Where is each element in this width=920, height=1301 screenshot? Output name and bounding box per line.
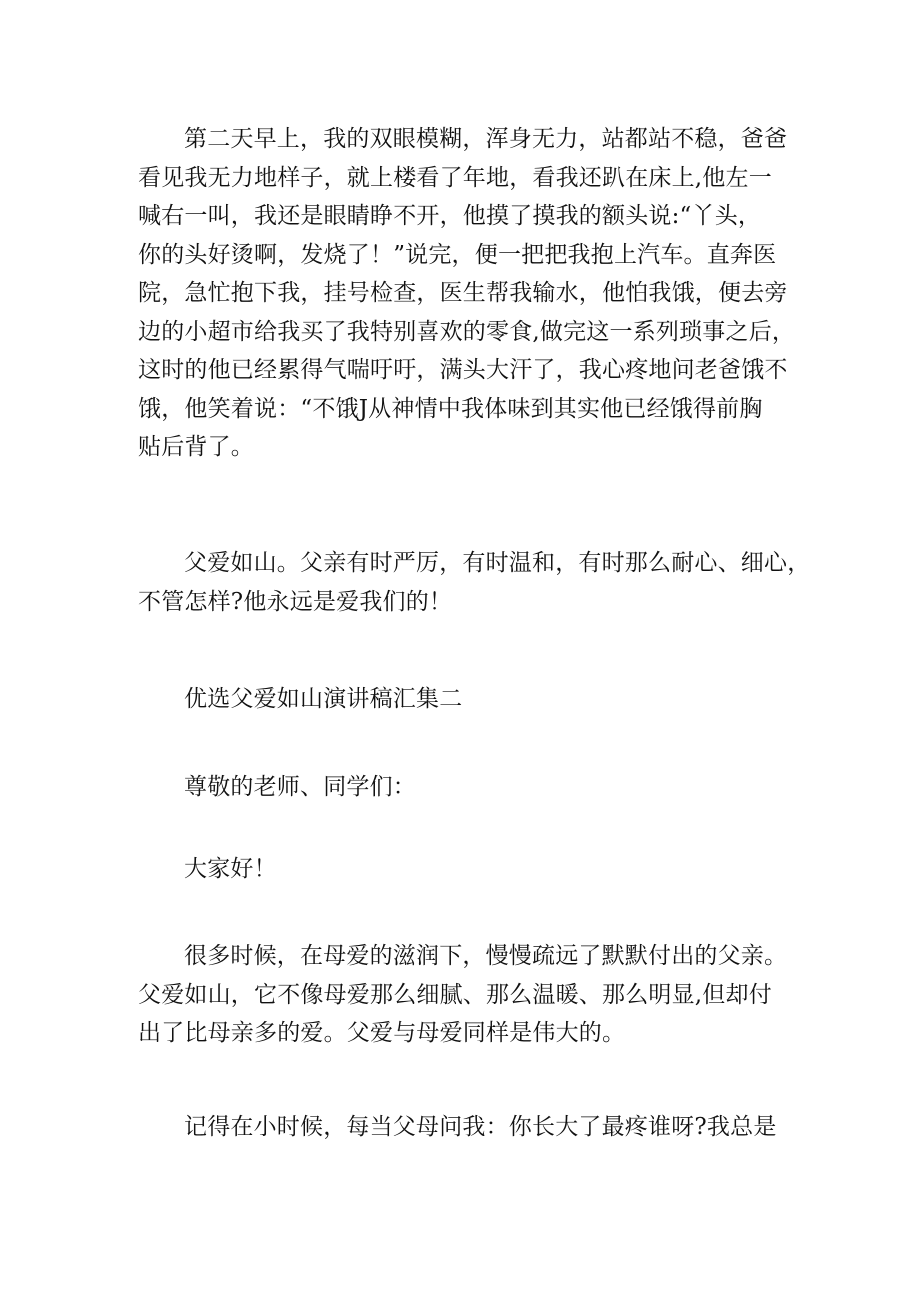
paragraph-mother-father-love — [138, 937, 798, 1053]
greeting-text: 大家好！ — [184, 856, 277, 882]
text-line: 出了比母亲多的爱。父爱与母爱同样是伟大的。 — [138, 1020, 626, 1046]
text-line: 喊右一叫，我还是眼睛睁不开，他摸了摸我的额头说:“丫头， — [138, 203, 762, 229]
text-line: 记得在小时候，每当父母问我：你长大了最疼谁呀?我总是 — [184, 1114, 777, 1140]
text-line: 边的小超市给我买了我特别喜欢的零食,做完这一系列琐事之后， — [138, 318, 796, 345]
text-line: 看见我无力地样子，就上楼看了年地，看我还趴在床上,他左一 — [138, 164, 772, 191]
text-line: 不管怎样?他永远是爱我们的！ — [138, 588, 453, 615]
text-line: 饿，他笑着说：“不饿J从神情中我体味到其实他已经饿得前胸 — [138, 395, 763, 422]
section-heading — [138, 680, 798, 719]
salutation-text: 尊敬的老师、同学们： — [184, 774, 416, 800]
greeting — [138, 850, 798, 889]
text-line: 父爱如山，它不像母爱那么细腻、那么温暖、那么明显,但却付 — [138, 981, 772, 1008]
paragraph-father-love-summary — [138, 544, 811, 621]
salutation — [138, 768, 798, 807]
text-line: 第二天早上，我的双眼模糊，浑身无力，站都站不稳，爸爸 — [184, 126, 788, 152]
paragraph-childhood-memory — [138, 1108, 798, 1147]
heading-text: 优选父爱如山演讲稿汇集二 — [184, 686, 463, 712]
paragraph-morning-illness — [138, 120, 798, 467]
text-line: 很多时候，在母爱的滋润下，慢慢疏远了默默付出的父亲。 — [184, 943, 788, 969]
text-line: 父爱如山。父亲有时严厉，有时温和，有时那么耐心、细心， — [184, 550, 811, 576]
text-line: 院，急忙抱下我，挂号检查，医生帮我输水，他怕我饿，便去旁 — [138, 280, 788, 306]
text-line: 你的头好烫啊，发烧了！”说完，便一把把我抱上汽车。直奔医 — [138, 241, 777, 268]
text-line: 贴后背了。 — [138, 434, 254, 460]
text-line: 这时的他已经累得气喘吁吁，满头大汗了，我心疼地问老爸饿不 — [138, 357, 788, 383]
